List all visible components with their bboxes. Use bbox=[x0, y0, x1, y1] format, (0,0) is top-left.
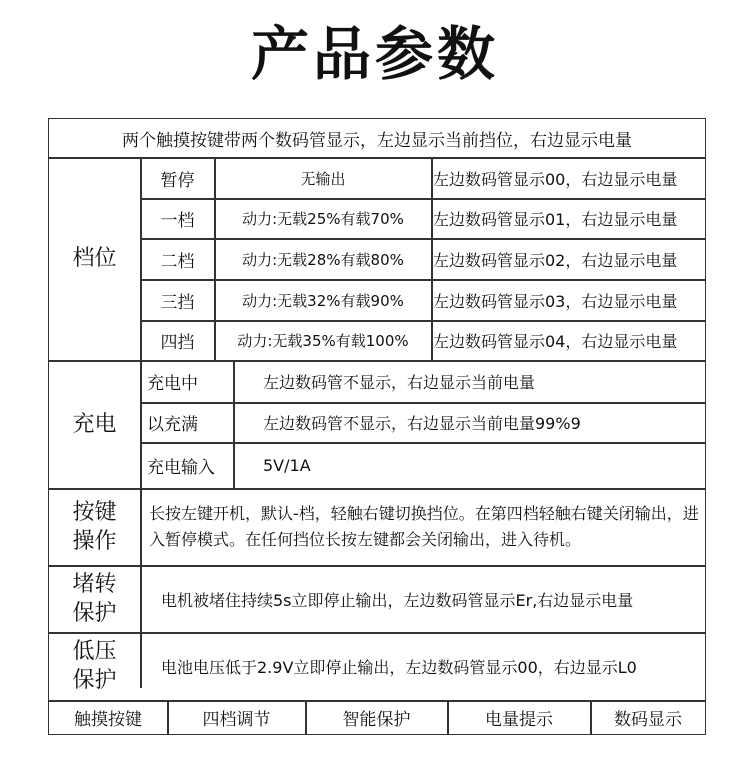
gear-name: 四挡 bbox=[160, 333, 195, 353]
charging-state-value: 左边数码管不显示，右边显示当前电量 bbox=[263, 373, 536, 392]
gear-power: 无输出 bbox=[300, 169, 346, 188]
gear-display: 左边数码管显示04，右边显示电量 bbox=[433, 332, 678, 351]
grid-line bbox=[233, 360, 235, 488]
operation-label-line: 操作 bbox=[72, 528, 117, 554]
gear-section-label: 档位 bbox=[72, 246, 117, 271]
spec-table bbox=[48, 118, 706, 735]
feature-label: 电量提示 bbox=[485, 710, 553, 730]
gear-power: 动力:无载25%有载70% bbox=[242, 210, 404, 228]
charging-state-name: 充电中 bbox=[147, 374, 198, 394]
low-voltage-label-line: 低压 bbox=[72, 639, 117, 664]
stall-label bbox=[49, 565, 140, 632]
page-title: 产品参数 bbox=[250, 20, 499, 88]
stall-text: 电机被堵住持续5s立即停止输出，左边数码管显示Er,右边显示电量 bbox=[161, 590, 634, 610]
charging-state-value: 左边数码管不显示，右边显示当前电量99%9 bbox=[263, 414, 581, 433]
stall-label-line: 保护 bbox=[72, 600, 117, 626]
gear-power: 动力:无载28%有载80% bbox=[242, 250, 404, 269]
gear-display: 左边数码管显示03，右边显示电量 bbox=[433, 291, 678, 311]
charging-input-label: 充电输入 bbox=[147, 458, 215, 478]
feature-label: 数码显示 bbox=[614, 710, 682, 730]
charging-section-label: 充电 bbox=[72, 411, 117, 437]
gear-name: 二档 bbox=[160, 251, 195, 272]
low-voltage-text: 电池电压低于2.9V立即停止输出，左边数码管显示00，右边显示L0 bbox=[161, 658, 637, 677]
feature-label: 触摸按键 bbox=[74, 710, 142, 730]
charging-state-name: 以充满 bbox=[147, 415, 198, 435]
low-voltage-label bbox=[49, 632, 140, 700]
low-voltage-label-line: 保护 bbox=[72, 668, 117, 693]
gear-name: 暂停 bbox=[160, 170, 195, 191]
gear-display: 左边数码管显示01，右边显示电量 bbox=[433, 210, 678, 229]
operation-label-line: 按键 bbox=[72, 499, 117, 525]
intro-text: 两个触摸按键带两个数码管显示，左边显示当前挡位，右边显示电量 bbox=[122, 130, 632, 151]
gear-display: 左边数码管显示00，右边显示电量 bbox=[433, 169, 678, 189]
gear-display: 左边数码管显示02，右边显示电量 bbox=[433, 250, 678, 270]
charging-input-value: 5V/1A bbox=[263, 456, 311, 475]
gear-power: 动力:无载35%有载100% bbox=[237, 332, 409, 350]
gear-name: 三挡 bbox=[160, 292, 195, 313]
operation-text: 长按左键开机，默认-档，轻触右键切换挡位。在第四档轻触右键关闭输出，进入暂停模式。在任何挡位长按左键都会关闭输出，进入待机。 bbox=[149, 504, 699, 549]
operation-label bbox=[49, 488, 140, 565]
feature-label: 智能保护 bbox=[342, 710, 411, 730]
gear-power: 动力:无载32%有载90% bbox=[242, 291, 404, 310]
gear-name: 一档 bbox=[160, 211, 195, 231]
stall-label-line: 堵转 bbox=[72, 571, 117, 597]
feature-label: 四档调节 bbox=[202, 710, 271, 730]
